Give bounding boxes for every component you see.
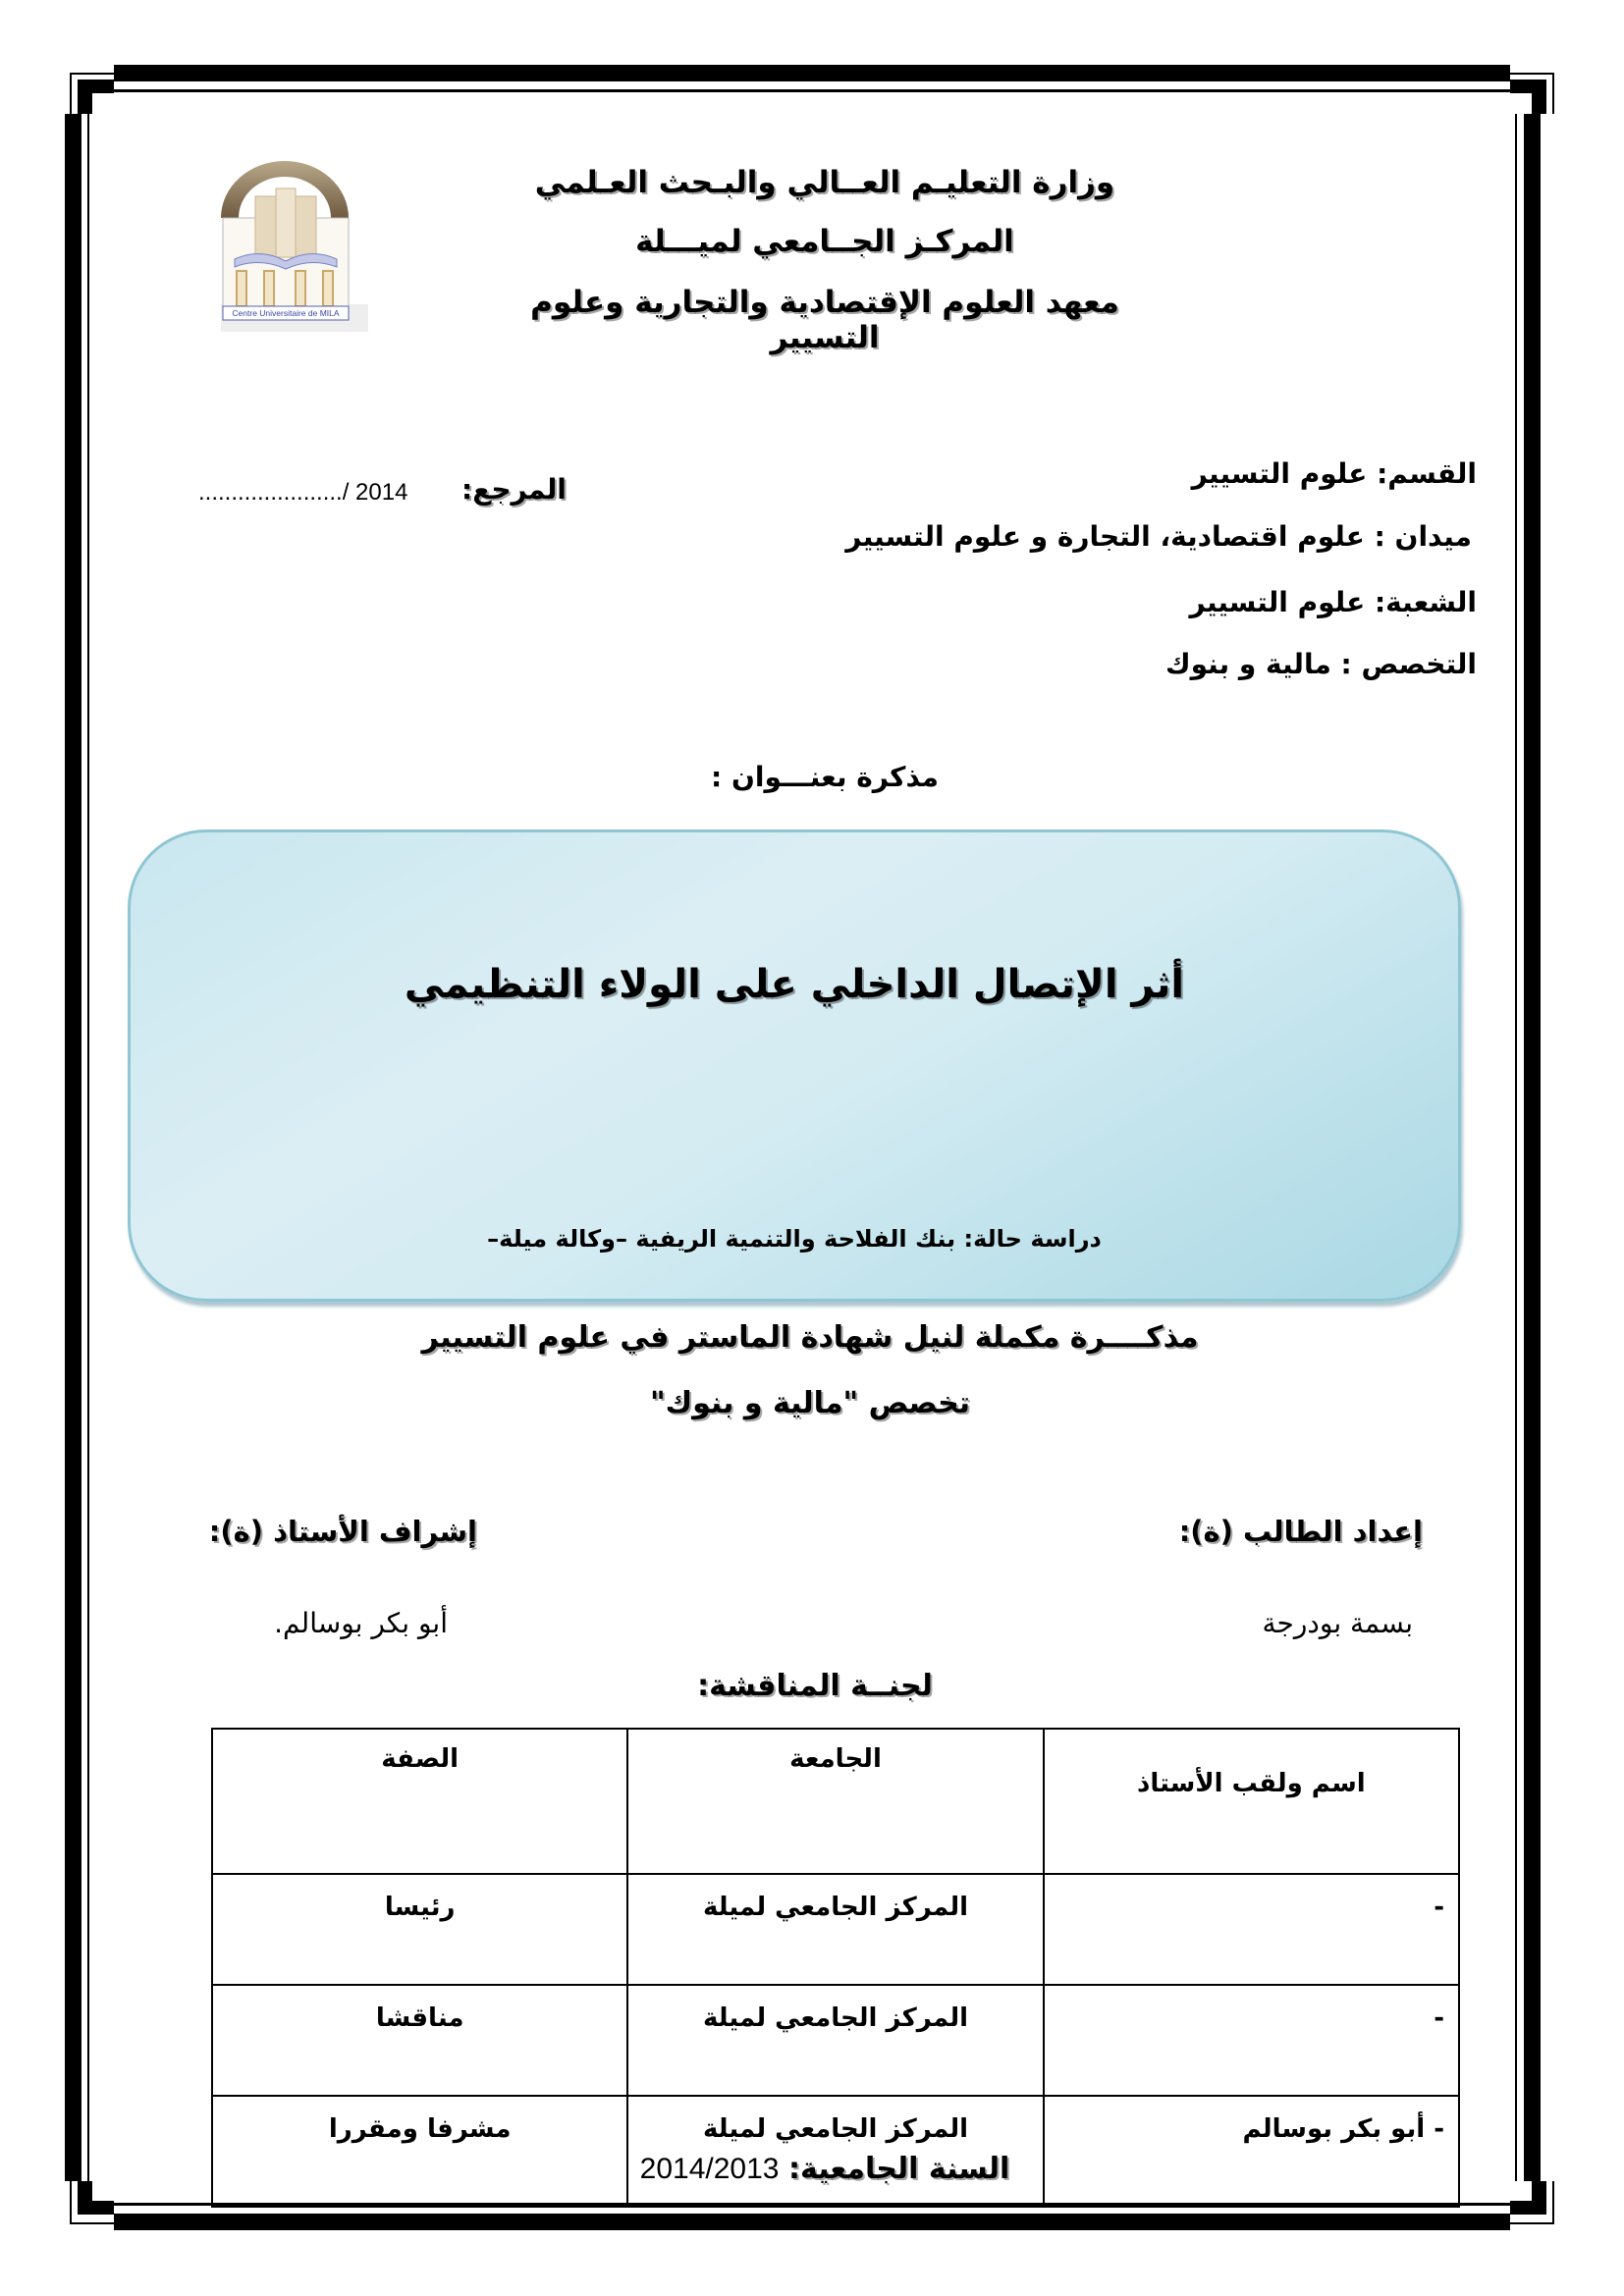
reference-label: المرجع: <box>461 473 567 506</box>
committee-heading: لجنــة المناقشة: <box>697 1669 933 1703</box>
logo-column <box>323 271 333 306</box>
reference-value: ....................../ 2014 <box>198 479 408 506</box>
column-header-role: الصفة <box>212 1729 627 1874</box>
academic-year-value: 2014/2013 <box>639 2153 780 2185</box>
academic-year-label: السنة الجامعية: <box>788 2152 1010 2186</box>
member-role: مناقشا <box>212 1985 627 2096</box>
border-left-thick <box>65 114 81 2181</box>
logo-caption: Centre Universitaire de MILA <box>232 308 340 318</box>
corner-bottom-left-block-v <box>78 2181 92 2215</box>
column-header-university: الجامعة <box>627 1729 1043 1874</box>
memo-label: مذكرة بعنـــوان : <box>711 761 939 793</box>
member-university: المركز الجامعي لميلة <box>627 1874 1043 1985</box>
field-line: ميدان : علوم اقتصادية، التجارة و علوم التسيير <box>845 520 1472 553</box>
border-left-thin <box>87 114 89 2181</box>
logo-tower <box>276 188 296 257</box>
case-study-subtitle: دراسة حالة: بنك الفلاحة والتنمية الريفية –وكالة ميلة– <box>487 1225 1102 1253</box>
student-label: إعداد الطالب (ة): <box>1178 1515 1423 1548</box>
branch-line: الشعبة: علوم التسيير <box>1189 586 1477 618</box>
border-top-thin <box>114 89 1510 92</box>
table-row <box>212 1985 1459 2096</box>
university-name: المركـز الجــامعي لميـــلة <box>635 224 1014 259</box>
academic-year <box>628 2152 1021 2186</box>
table-header-row <box>212 1729 1459 1874</box>
member-university: المركز الجامعي لميلة <box>627 2096 1043 2207</box>
ministry-name: وزارة التعليـم العــالي والبـحث العـلمي <box>534 165 1115 200</box>
border-right-thin <box>1515 114 1517 2181</box>
table-row <box>212 1874 1459 1985</box>
column-header-name: اسم ولقب الأستاذ <box>1044 1729 1459 1874</box>
member-name: - <box>1044 1874 1459 1985</box>
title-panel <box>128 829 1461 1302</box>
member-name: - <box>1044 1985 1459 2096</box>
supervisor-name: أبو بكر بوسالم. <box>274 1607 448 1639</box>
member-role: رئيسا <box>212 1874 627 1985</box>
border-bottom-thick <box>114 2214 1510 2230</box>
logo-column <box>296 271 305 306</box>
committee-table <box>211 1728 1460 2208</box>
supervisor-label: إشراف الأستاذ (ة): <box>208 1515 477 1548</box>
border-right-thick <box>1524 114 1541 2181</box>
member-name: - أبو بكر بوسالم <box>1044 2096 1459 2207</box>
member-role: مشرفا ومقررا <box>212 2096 627 2207</box>
logo-column <box>237 271 246 306</box>
department-line: القسم: علوم التسيير <box>1191 457 1477 490</box>
degree-statement: مذكــــرة مكملة لنيل شهادة الماستر في علوم التسيير <box>421 1320 1199 1355</box>
student-name: بسمة بودرجة <box>1262 1607 1413 1639</box>
corner-top-left-block-v <box>78 80 92 114</box>
logo-column <box>264 271 274 306</box>
corner-top-right-block-v <box>1532 80 1546 114</box>
corner-bottom-right-block-v <box>1532 2181 1546 2215</box>
degree-specialty: تخصص "مالية و بنوك" <box>650 1386 970 1420</box>
thesis-title: أثر الإتصال الداخلي على الولاء التنظيمي <box>404 962 1185 1007</box>
border-top-thick <box>114 65 1510 81</box>
institute-name: معهد العلوم الإقتصادية والتجارية وعلوم التسيير <box>530 285 1119 355</box>
university-logo <box>201 157 378 344</box>
specialty-line: التخصص : مالية و بنوك <box>1164 648 1477 680</box>
member-university: المركز الجامعي لميلة <box>627 1985 1043 2096</box>
